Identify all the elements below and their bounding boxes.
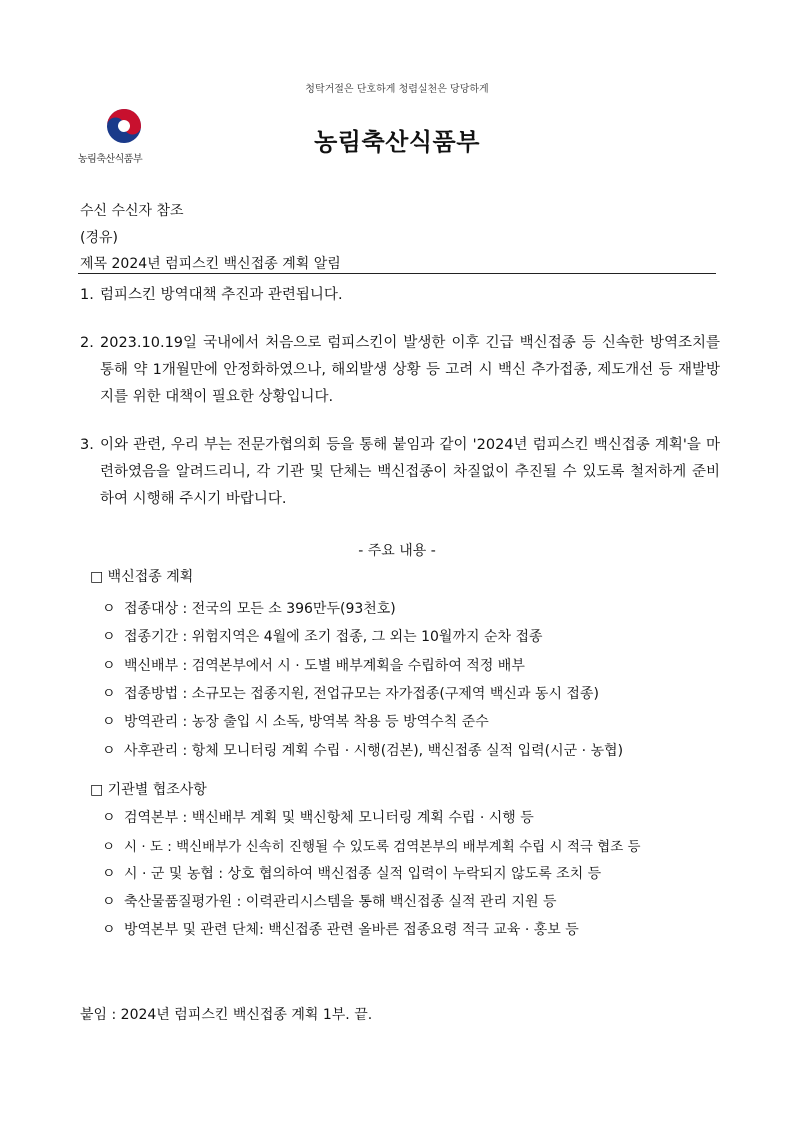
bullet-circle-icon: ㅇ — [102, 601, 116, 617]
bullet-circle-icon: ㅇ — [102, 839, 116, 855]
paragraph-2 — [80, 330, 720, 411]
list-item: ㅇ 시 · 군 및 농협 : 상호 협의하여 백신접종 실적 입력이 누락되지 않도록 조치 등 — [102, 863, 601, 883]
paragraph-1 — [80, 282, 720, 309]
summary-title: - 주요 내용 - — [358, 543, 436, 559]
bullet-circle-icon: ㅇ — [102, 866, 116, 882]
list-item: ㅇ 축산물품질평가원 : 이력관리시스템을 통해 백신접종 실적 관리 지원 등 — [102, 891, 557, 911]
paragraph-text: 럼피스킨 방역대책 추진과 관련됩니다. — [100, 287, 343, 303]
paragraph-3 — [80, 432, 720, 513]
paragraph-text: 이와 관련, 우리 부는 전문가협의회 등을 통해 붙임과 같이 '2024년 럼피스킨 백신접종 계획'을 마련하였음을 알려드리니, 각 기관 및 단체는 백신접종이 차질없이 추진될 수 있도록 철저하게 준비하여 시행해 주시기 바랍니다. — [100, 437, 720, 507]
list-item: ㅇ 검역본부 : 백신배부 계획 및 백신항체 모니터링 계획 수립 · 시행 등 — [102, 807, 534, 827]
bullet-circle-icon: ㅇ — [102, 629, 116, 645]
bullet-circle-icon: ㅇ — [102, 686, 116, 702]
paragraph-number: 2. — [80, 335, 94, 351]
bullet-circle-icon: ㅇ — [102, 658, 116, 674]
section-agency-cooperation: □ 기관별 협조사항 — [90, 782, 207, 798]
recipient-line: 수신 수신자 참조 — [80, 203, 184, 219]
bullet-circle-icon: ㅇ — [102, 922, 116, 938]
logo-text: 농림축산식품부 — [78, 154, 143, 165]
list-item: ㅇ 접종대상 : 전국의 모든 소 396만두(93천호) — [102, 598, 396, 618]
list-item: ㅇ 방역본부 및 관련 단체: 백신접종 관련 올바른 접종요령 적극 교육 · 홍보 등 — [102, 919, 579, 939]
org-name: 농림축산식품부 — [314, 128, 480, 156]
paragraph-number: 1. — [80, 287, 94, 303]
bullet-circle-icon: ㅇ — [102, 743, 116, 759]
list-item: ㅇ 접종방법 : 소규모는 접종지원, 전업규모는 자가접종(구제역 백신과 동시 접종) — [102, 683, 599, 703]
subject-line: 제목 2024년 럼피스킨 백신접종 계획 알림 — [80, 256, 341, 272]
paragraph-text: 2023.10.19일 국내에서 처음으로 럼피스킨이 발생한 이후 긴급 백신접종 등 신속한 방역조치를 통해 약 1개월만에 안정화하였으나, 해외발생 상황 등 고려 시 백신 추가접종, 제도개선 등 재발방지를 위한 대책이 필요한 상황입니다. — [100, 335, 720, 405]
list-item: ㅇ 방역관리 : 농장 출입 시 소독, 방역복 착용 등 방역수칙 준수 — [102, 711, 489, 731]
slogan: 청탁거절은 단호하게 청렴실천은 당당하게 — [305, 84, 489, 95]
list-item: ㅇ 접종기간 : 위험지역은 4월에 조기 접종, 그 외는 10월까지 순차 접종 — [102, 626, 543, 646]
list-item: ㅇ 시 · 도 : 백신배부가 신속히 진행될 수 있도록 검역본부의 배부계획 수립 시 적극 협조 등 — [102, 835, 641, 855]
paragraph-number: 3. — [80, 437, 94, 453]
attachment-line: 붙임 : 2024년 럼피스킨 백신접종 계획 1부. 끝. — [80, 1007, 373, 1023]
bullet-circle-icon: ㅇ — [102, 810, 116, 826]
via-line: (경유) — [80, 230, 118, 246]
list-item: ㅇ 사후관리 : 항체 모니터링 계획 수립 · 시행(검본), 백신접종 실적 입력(시군 · 농협) — [102, 740, 623, 760]
bullet-circle-icon: ㅇ — [102, 894, 116, 910]
section-vaccination-plan: □ 백신접종 계획 — [90, 569, 194, 585]
bullet-circle-icon: ㅇ — [102, 714, 116, 730]
subject-divider — [78, 273, 716, 274]
list-item: ㅇ 백신배부 : 검역본부에서 시 · 도별 배부계획을 수립하여 적정 배부 — [102, 655, 525, 675]
